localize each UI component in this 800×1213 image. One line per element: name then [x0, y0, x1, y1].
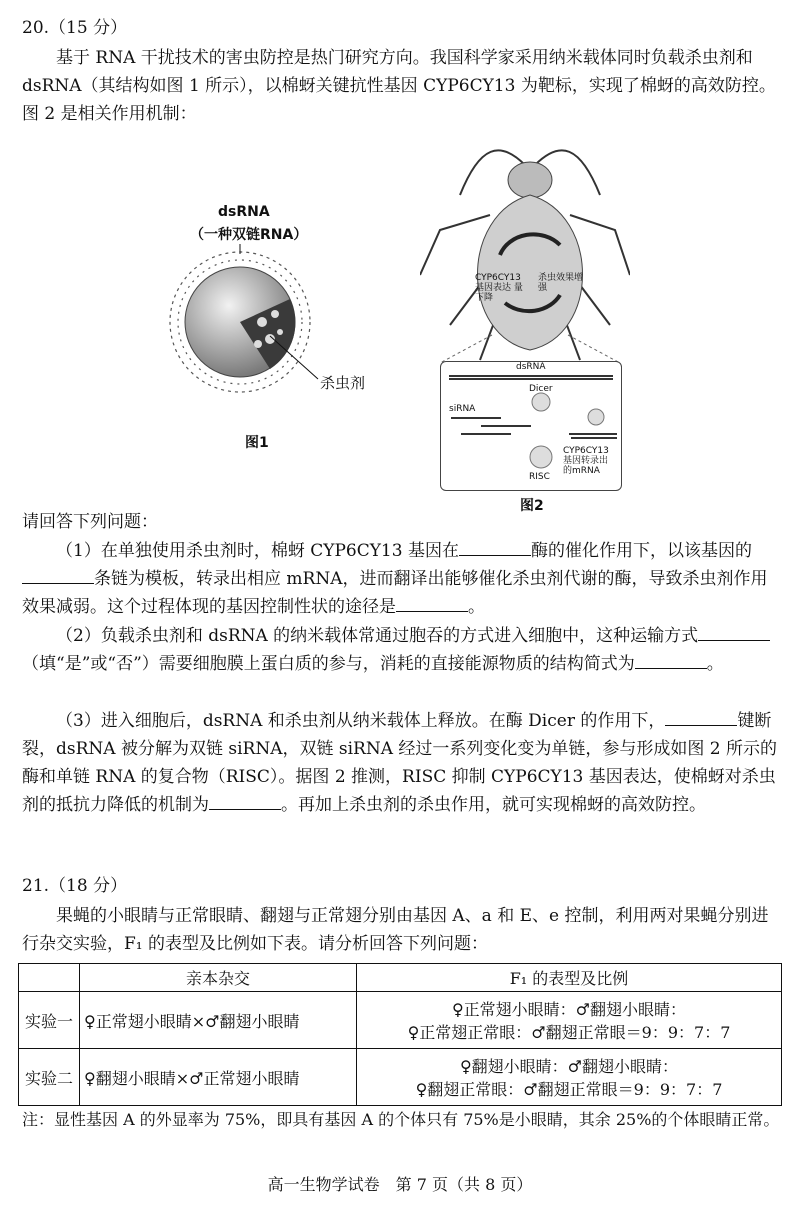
mechanism-box	[440, 361, 622, 491]
table-row	[19, 1049, 782, 1106]
answer-blank[interactable]	[698, 622, 770, 641]
question-20-intro: 基于 RNA 干扰技术的害虫防控是热门研究方向。我国科学家采用纳米载体同时负载杀虫剂和 dsRNA（其结构如图 1 所示），以棉蚜关键抗性基因 CYP6CY13 为靶标，实现了棉蚜的高效防控。图 2 是相关作用机制：	[22, 48, 776, 124]
figure-2-caption: 图2	[520, 498, 544, 514]
sub-question-2: （2）负载杀虫剂和 dsRNA 的纳米载体常通过胞吞的方式进入细胞中，这种运输方式（填“是”或“否”）需要细胞膜上蛋白质的参与，消耗的直接能源物质的结构简式为 。	[22, 622, 782, 678]
sub-question-1: （1）在单独使用杀虫剂时，棉蚜 CYP6CY13 基因在 酶的催化作用下，以该基因的条链为模板，转录出相应 mRNA，进而翻译出能够催化杀虫剂代谢的酶，导致杀虫剂作用效果减弱。这个过程体现的基因控制性状的途径是 。	[22, 537, 782, 621]
dsrna-label: dsRNA	[516, 362, 546, 372]
cross-results-table	[18, 963, 782, 1106]
f1-ratio: ♀正常翅小眼睛：♂翻翅小眼睛： ♀正常翅正常眼：♂翻翅正常眼＝9：9：7：7	[357, 992, 782, 1049]
answer-blank[interactable]	[396, 593, 468, 612]
page-footer: 高一生物学试卷 第 7 页（共 8 页）	[267, 1175, 533, 1194]
figure-1	[150, 200, 370, 460]
answer-blank[interactable]	[22, 565, 94, 584]
table-header-cell: F₁ 的表型及比例	[357, 964, 782, 992]
answer-prompt: 请回答下列问题：	[22, 512, 158, 532]
f1-ratio: ♀翻翅小眼睛：♂翻翅小眼睛： ♀翻翅正常眼：♂翻翅正常眼＝9：9：7：7	[357, 1049, 782, 1106]
table-note: 注：显性基因 A 的外显率为 75%，即具有基因 A 的个体只有 75%是小眼睛，其余 25%的个体眼睛正常。	[22, 1110, 780, 1129]
table-row	[19, 992, 782, 1049]
sirna-label: siRNA	[449, 404, 476, 414]
table-header-cell: 亲本杂交	[80, 964, 357, 992]
answer-blank[interactable]	[209, 791, 281, 810]
aphid-illustration	[420, 135, 630, 365]
experiment-name: 实验二	[19, 1049, 80, 1106]
parent-cross: ♀翻翅小眼睛×♂正常翅小眼睛	[80, 1049, 357, 1106]
mrna-label: CYP6CY13 基因转录出 的mRNA	[563, 446, 609, 476]
question-21-intro: 果蝇的小眼睛与正常眼睛、翻翅与正常翅分别由基因 A、a 和 E、e 控制，利用两对果蝇分别进行杂交实验，F₁ 的表型及比例如下表。请分析回答下列问题：	[22, 906, 769, 954]
parent-cross: ♀正常翅小眼睛×♂翻翅小眼睛	[80, 992, 357, 1049]
risc-label: RISC	[529, 472, 550, 482]
figure-1-title: dsRNA	[218, 204, 270, 220]
experiment-name: 实验一	[19, 992, 80, 1049]
expression-down-label: CYP6CY13 基因表达 量下降	[475, 273, 523, 303]
effect-up-label: 杀虫效果增强	[538, 273, 584, 293]
answer-blank[interactable]	[459, 537, 531, 556]
answer-blank[interactable]	[665, 707, 737, 726]
nanocarrier-illustration	[150, 244, 370, 454]
figure-1-caption: 图1	[245, 435, 269, 451]
dicer-label: Dicer	[529, 384, 553, 394]
question-20-heading: 20.（15 分）	[22, 18, 128, 38]
answer-blank[interactable]	[635, 650, 707, 669]
table-header-cell	[19, 964, 80, 992]
table-header-row	[19, 964, 782, 992]
figure-1-subtitle: （一种双链RNA）	[190, 227, 308, 243]
figure-2	[420, 135, 630, 515]
question-21-heading: 21.（18 分）	[22, 876, 128, 896]
sub-question-3: （3）进入细胞后，dsRNA 和杀虫剂从纳米载体上释放。在酶 Dicer 的作用下， 键断裂，dsRNA 被分解为双链 siRNA，双链 siRNA 经过一系列变化变为单链，参与形成如图 2 所示的酶和单链 RNA 的复合物（RISC）。据图 2 推测，RISC 抑制 CYP6CY13 基因表达，使棉蚜对杀虫剂的抵抗力降低的机制为 。再加上杀虫剂的杀虫作用，就可实现棉蚜的高效防控。	[22, 707, 782, 819]
pesticide-label: 杀虫剂	[320, 374, 366, 392]
